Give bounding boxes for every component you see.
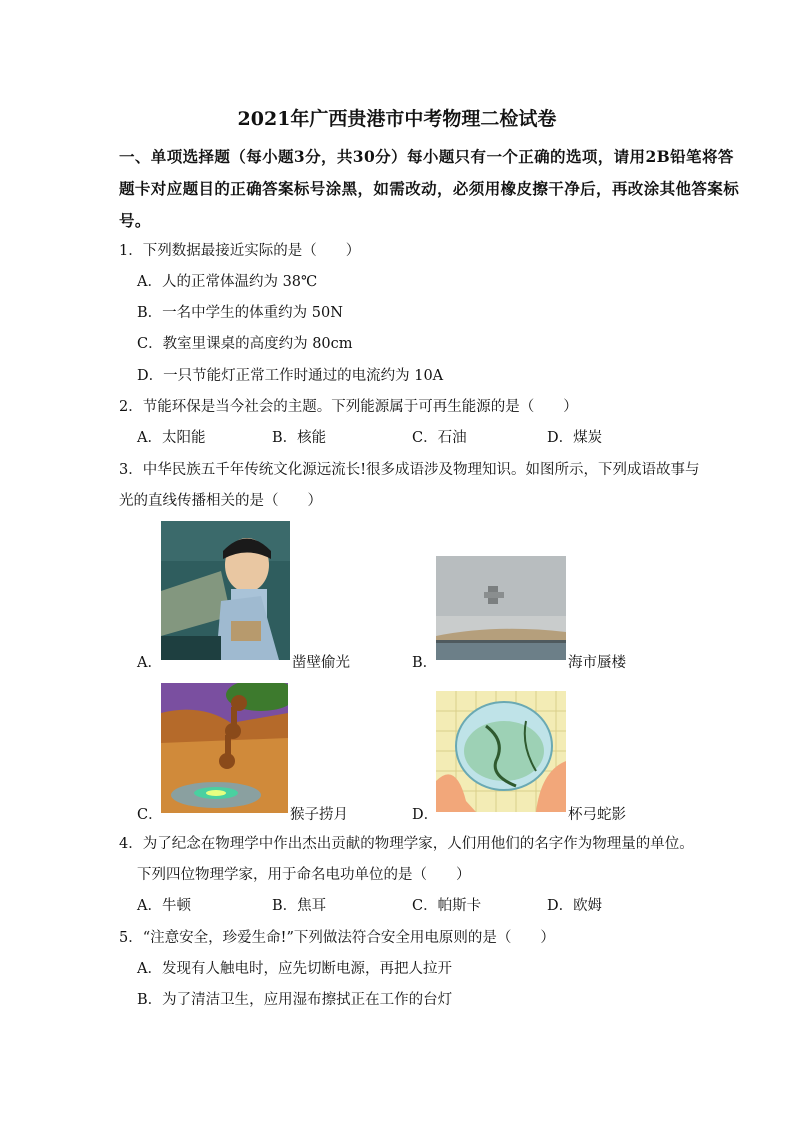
question-stem: 3．中华民族五千年传统文化源远流长!很多成语涉及物理知识。如图所示，下列成语故事与 (119, 462, 700, 478)
image-boy-reading-by-light (161, 521, 290, 660)
option-b: B．一名中学生的体重约为 50N (137, 305, 343, 321)
option-b: B．核能 (272, 430, 327, 446)
option-a-letter: A． (137, 655, 162, 671)
question-stem: 下列四位物理学家，用于命名电功单位的是（ ） (137, 867, 471, 883)
page-title: 2021年广西贵港市中考物理二检试卷 (237, 108, 557, 130)
option-d-letter: D． (412, 807, 439, 823)
option-a: A．牛顿 (137, 898, 191, 914)
option-d: D．欧姆 (547, 898, 603, 914)
question-stem: 4．为了纪念在物理学中作出杰出贡献的物理学家，人们用他们的名字作为物理量的单位。 (119, 836, 694, 852)
option-c-letter: C． (137, 807, 163, 823)
image-bow-in-cup (436, 691, 566, 812)
option-c: C．石油 (412, 430, 467, 446)
option-b: B．为了清洁卫生，应用湿布擦拭正在工作的台灯 (137, 992, 453, 1008)
option-b-caption: 海市蜃楼 (568, 655, 626, 671)
option-c: C．教室里课桌的高度约为 80cm (137, 336, 353, 352)
question-stem: 2．节能环保是当今社会的主题。下列能源属于可再生能源的是（ ） (119, 399, 578, 415)
option-b: B．焦耳 (272, 898, 327, 914)
section-instructions-line: 题卡对应题目的正确答案标号涂黑，如需改动，必须用橡皮擦干净后，再改涂其他答案标 (119, 179, 740, 198)
option-b-letter: B． (412, 655, 438, 671)
option-a: A．发现有人触电时，应先切断电源，再把人拉开 (137, 961, 452, 977)
option-c: C．帕斯卡 (412, 898, 482, 914)
section-instructions-line: 号。 (119, 211, 151, 230)
option-a-caption: 凿壁偷光 (292, 655, 350, 671)
question-stem: 5．“注意安全，珍爱生命!”下列做法符合安全用电原则的是（ ） (119, 930, 555, 946)
section-instructions-line: 一、单项选择题（每小题3分，共30分）每小题只有一个正确的选项，请用2B铅笔将答 (119, 147, 734, 166)
option-d: D．煤炭 (547, 430, 603, 446)
question-stem: 1．下列数据最接近实际的是（ ） (119, 243, 361, 259)
option-a: A．人的正常体温约为 38℃ (137, 274, 318, 290)
option-a: A．太阳能 (137, 430, 206, 446)
image-mirage-sea (436, 556, 566, 660)
option-c-caption: 猴子捞月 (290, 807, 348, 823)
image-monkeys-moon (161, 683, 288, 813)
option-d-caption: 杯弓蛇影 (568, 807, 626, 823)
option-d: D．一只节能灯正常工作时通过的电流约为 10A (137, 368, 444, 384)
question-stem: 光的直线传播相关的是（ ） (119, 493, 322, 509)
